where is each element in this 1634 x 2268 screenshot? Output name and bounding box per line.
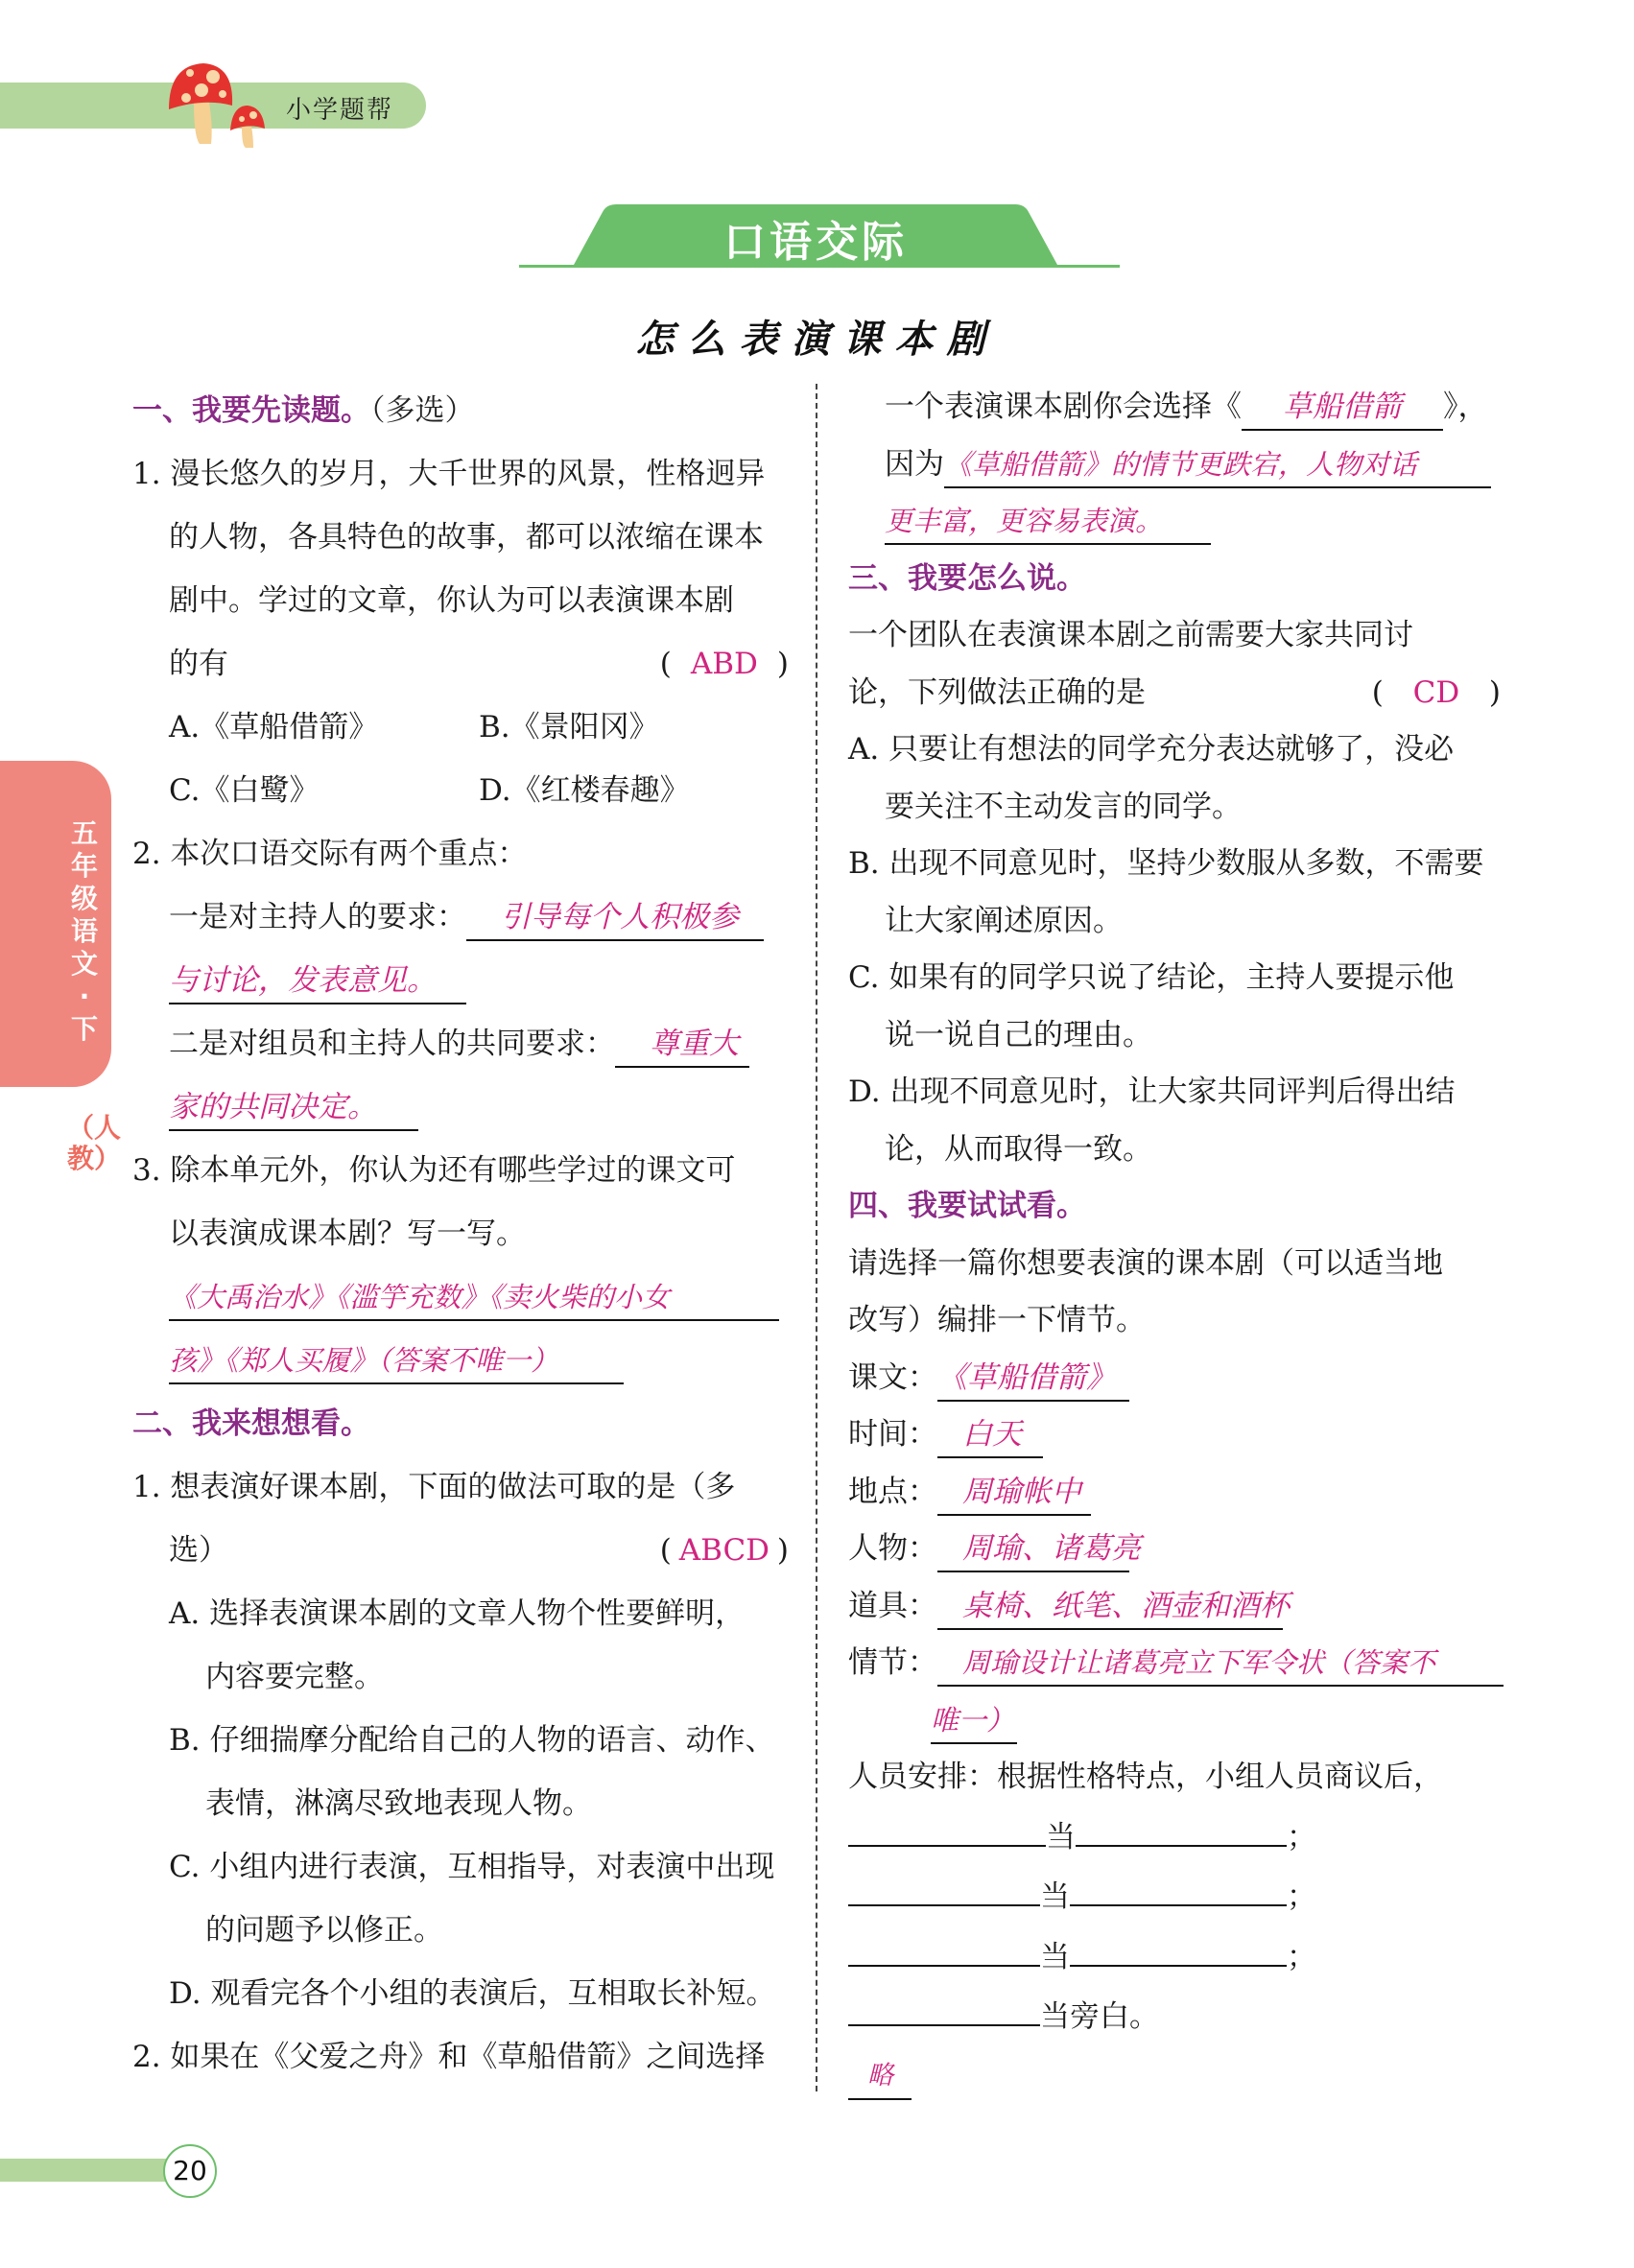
option-a-cont: 内容要完整。: [205, 1660, 384, 1694]
answer-field[interactable]: 更丰富，更容易表演。: [885, 499, 1211, 545]
p3-option-c-cont: 说一说自己的理由。: [885, 1017, 1152, 1052]
page-number: 20: [163, 2144, 217, 2198]
p3-line: 一个团队在表演课本剧之前需要大家共同讨: [848, 618, 1413, 652]
q3-line: 以表演成课本剧？写一写。: [169, 1217, 526, 1251]
q1-line: 1. 漫长悠久的岁月，大千世界的风景，性格迥异: [132, 457, 766, 491]
field-plot: 情节： 周瑜设计让诸葛亮立下军令状（答案不: [848, 1635, 1501, 1692]
p3-option-b: B. 出现不同意见时，坚持少数服从多数，不需要: [848, 846, 1484, 881]
column-divider: [816, 384, 817, 2091]
q2-req2-cont: [132, 1075, 789, 1139]
q2-req1: 一是对主持人的要求： 引导每个人积极参: [132, 886, 789, 949]
p2q2-reason: 因为《草船借箭》的情节更跌宕，人物对话: [848, 437, 1501, 494]
part3-heading: 三、我要怎么说。: [848, 560, 1086, 596]
q3-answer: [132, 1265, 789, 1329]
answer-field[interactable]: 桌椅、纸笔、酒壶和酒杯: [937, 1584, 1283, 1630]
staff-answer: [848, 2046, 1501, 2104]
blank-field[interactable]: [848, 1807, 1046, 1847]
q1-line: 的有 ( ABD ): [132, 632, 789, 696]
p2q1-line: 1. 想表演好课本剧，下面的做法可取的是（多: [132, 1470, 736, 1504]
blank-field[interactable]: [1070, 1926, 1287, 1967]
answer-field[interactable]: 略: [848, 2054, 912, 2100]
field-place: 地点： 周瑜帐中: [848, 1464, 1501, 1522]
p2q2-choice: 一个表演课本剧你会选择《 草船借箭 》，: [848, 379, 1501, 437]
blank-field[interactable]: [848, 1866, 1040, 1906]
answer-bracket: ( CD ): [1372, 665, 1501, 722]
option-a: A.《草船借箭》: [169, 710, 379, 744]
staff-intro: 人员安排：根据性格特点，小组人员商议后，: [848, 1760, 1443, 1794]
brand-name: 小学题帮: [286, 96, 394, 125]
answer-field[interactable]: 尊重大: [615, 1022, 749, 1068]
option-b: B. 仔细揣摩分配给自己的人物的语言、动作、: [169, 1723, 775, 1758]
part2-heading: 二、我来想想看。: [132, 1406, 370, 1441]
answer-field[interactable]: 《大禹治水》《滥竽充数》《卖火柴的小女: [169, 1275, 779, 1321]
lesson-subtitle: 怎么表演课本剧: [635, 317, 999, 362]
p3-option-d: D. 出现不同意见时，让大家共同评判后得出结: [848, 1075, 1456, 1109]
option-a: A. 选择表演课本剧的文章人物个性要鲜明，: [169, 1596, 746, 1631]
answer-field[interactable]: 周瑜、诸葛亮: [937, 1526, 1129, 1572]
p3-option-d-cont: 论，从而取得一致。: [885, 1131, 1152, 1167]
staff-row-narrator: 当旁白。: [848, 1986, 1501, 2046]
option-d: D. 观看完各个小组的表演后，互相取长补短。: [169, 1976, 776, 2011]
answer-value: ABD: [690, 647, 758, 681]
answer-field[interactable]: 白天: [937, 1412, 1043, 1458]
q2-req2: 二是对组员和主持人的共同要求： 尊重大: [132, 1012, 789, 1075]
field-plot-cont: [848, 1692, 1501, 1750]
options-row: [132, 696, 789, 759]
left-column: [132, 379, 789, 2089]
answer-field[interactable]: 《草船借箭》的情节更跌宕，人物对话: [944, 442, 1491, 488]
p3-option-c: C. 如果有的同学只说了结论，主持人要提示他: [848, 960, 1455, 995]
field-props: 道具： 桌椅、纸笔、酒壶和酒杯: [848, 1578, 1501, 1636]
part4-heading: 四、我要试试看。: [848, 1189, 1086, 1223]
option-c-cont: 的问题予以修正。: [205, 1913, 443, 1948]
p3-option-b-cont: 让大家阐述原因。: [885, 903, 1123, 938]
answer-field[interactable]: 引导每个人积极参: [466, 895, 764, 941]
blank-field[interactable]: [848, 1986, 1040, 2026]
answer-field[interactable]: 《草船借箭》: [937, 1356, 1129, 1402]
section-title: 口语交际: [723, 218, 908, 267]
option-d: D.《红楼春趣》: [479, 773, 690, 808]
answer-field[interactable]: 草船借箭: [1242, 385, 1443, 431]
staff-row: 当 ；: [848, 1926, 1501, 1987]
right-column: [848, 379, 1501, 2103]
field-characters: 人物： 周瑜、诸葛亮: [848, 1521, 1501, 1578]
q1-line: 剧中。学过的文章，你认为可以表演课本剧: [169, 583, 734, 618]
option-c: C. 小组内进行表演，互相指导，对表演中出现: [169, 1850, 775, 1884]
answer-field[interactable]: 与讨论，发表意见。: [169, 958, 466, 1004]
option-b-cont: 表情，淋漓尽致地表现人物。: [205, 1786, 592, 1821]
q2-stem: 2. 本次口语交际有两个重点：: [132, 837, 528, 871]
blank-field[interactable]: [1076, 1807, 1287, 1847]
p2q2-reason-cont: [848, 493, 1501, 551]
p4-line: 改写）编排一下情节。: [848, 1303, 1146, 1337]
q2-req1-cont: [132, 949, 789, 1012]
answer-bracket: ( ABD ): [660, 632, 789, 696]
p3-line: 论，下列做法正确的是 ( CD ): [848, 665, 1501, 722]
answer-field[interactable]: 唯一）: [931, 1698, 1017, 1744]
p3-option-a-cont: 要关注不主动发言的同学。: [885, 789, 1242, 824]
field-time: 时间： 白天: [848, 1406, 1501, 1464]
answer-field[interactable]: 家的共同决定。: [169, 1085, 418, 1131]
p2q2-line: 2. 如果在《父爱之舟》和《草船借箭》之间选择: [132, 2040, 766, 2074]
answer-value: ABCD: [678, 1533, 770, 1568]
staff-row: 当 ；: [848, 1807, 1501, 1867]
grade-label: 五年级语文·下: [70, 817, 98, 1045]
mushroom-logo-icon: [165, 59, 280, 148]
p4-line: 请选择一篇你想要表演的课本剧（可以适当地: [848, 1245, 1443, 1281]
blank-field[interactable]: [1070, 1866, 1287, 1906]
answer-field[interactable]: 周瑜设计让诸葛亮立下军令状（答案不: [937, 1641, 1504, 1687]
field-text: 课文：《草船借箭》: [848, 1350, 1501, 1407]
answer-value: CD: [1412, 674, 1460, 710]
staff-row: 当 ；: [848, 1866, 1501, 1926]
options-row: [132, 759, 789, 822]
q3-line: 3. 除本单元外，你认为还有哪些学过的课文可: [132, 1153, 736, 1188]
q1-line: 的人物，各具特色的故事，都可以浓缩在课本: [169, 520, 764, 555]
blank-field[interactable]: [848, 1926, 1040, 1967]
p3-option-a: A. 只要让有想法的同学充分表达就够了，没必: [848, 732, 1455, 767]
option-c: C.《白鹭》: [169, 773, 320, 808]
answer-field[interactable]: 孩》《郑人买履》（答案不唯一）: [169, 1338, 624, 1384]
p2q1-line: 选） ( ABCD ): [132, 1519, 789, 1582]
footer-band: [0, 2159, 187, 2182]
part1-heading: 一、我要先读题。（多选）: [132, 393, 475, 428]
edition-label: （人教）: [67, 1112, 122, 1174]
answer-field[interactable]: 周瑜帐中: [937, 1470, 1091, 1516]
q3-answer-cont: [132, 1329, 789, 1392]
option-b: B.《景阳冈》: [479, 710, 659, 744]
answer-bracket: ( ABCD ): [660, 1519, 789, 1582]
